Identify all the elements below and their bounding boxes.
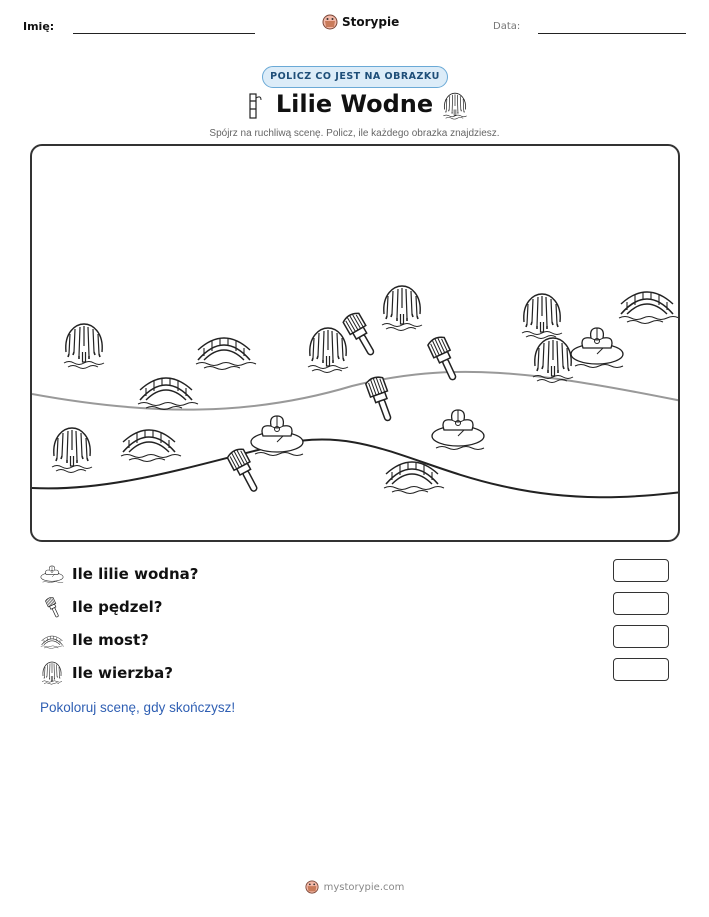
willow-icon bbox=[40, 661, 64, 685]
name-label: Imię: bbox=[23, 20, 55, 33]
coloring-note: Pokoloruj scenę, gdy skończysz! bbox=[40, 700, 236, 715]
lily-2 bbox=[251, 416, 303, 456]
water-lily-icon bbox=[40, 562, 64, 586]
question-text: Ile most? bbox=[72, 631, 149, 649]
bridge-4 bbox=[121, 430, 181, 462]
lily-1 bbox=[571, 328, 623, 368]
answer-box-water-lily[interactable] bbox=[613, 559, 669, 582]
answer-box-bridge[interactable] bbox=[613, 625, 669, 648]
brand-logo bbox=[322, 14, 399, 30]
question-water-lily bbox=[40, 562, 198, 586]
willow-2 bbox=[308, 328, 348, 373]
footer bbox=[0, 880, 709, 894]
question-willow bbox=[40, 661, 173, 685]
brush-4 bbox=[226, 447, 263, 495]
brush-1 bbox=[342, 311, 380, 359]
answer-box-willow[interactable] bbox=[613, 658, 669, 681]
date-field[interactable] bbox=[538, 33, 686, 34]
storypie-logo-icon bbox=[322, 14, 338, 30]
page-title: Lilie Wodne bbox=[275, 90, 434, 118]
question-paintbrush bbox=[40, 595, 163, 619]
question-bridge bbox=[40, 628, 149, 652]
question-text: Ile wierzba? bbox=[72, 664, 173, 682]
willow-4 bbox=[522, 294, 562, 339]
brush-3 bbox=[365, 375, 397, 423]
question-text: Ile lilie wodna? bbox=[72, 565, 199, 583]
brush-2 bbox=[427, 335, 462, 383]
storypie-logo-icon bbox=[305, 880, 319, 894]
brand-name: Storypie bbox=[342, 15, 400, 29]
paintbrush-icon bbox=[40, 595, 64, 619]
lily-3 bbox=[432, 410, 484, 450]
bridge-3 bbox=[619, 292, 679, 324]
willow-1 bbox=[64, 324, 104, 369]
activity-badge: POLICZ CO JEST NA OBRAZKU bbox=[262, 66, 448, 88]
name-field[interactable] bbox=[73, 33, 255, 34]
instructions: Spójrz na ruchliwą scenę. Policz, ile każdego obrazka znajdziesz. bbox=[209, 128, 500, 139]
bridge-1 bbox=[138, 378, 198, 410]
counting-scene bbox=[30, 144, 680, 542]
footer-url[interactable]: mystorypie.com bbox=[323, 881, 405, 893]
willow-6 bbox=[52, 428, 92, 473]
scene-illustration bbox=[32, 146, 680, 542]
willow-title-icon bbox=[440, 92, 470, 124]
date-label: Data: bbox=[493, 21, 521, 32]
bridge-2 bbox=[196, 338, 256, 370]
willow-5 bbox=[533, 338, 573, 383]
bridge-icon bbox=[40, 628, 64, 652]
willow-3 bbox=[382, 286, 422, 331]
answer-box-paintbrush[interactable] bbox=[613, 592, 669, 615]
question-text: Ile pędzel? bbox=[72, 598, 163, 616]
